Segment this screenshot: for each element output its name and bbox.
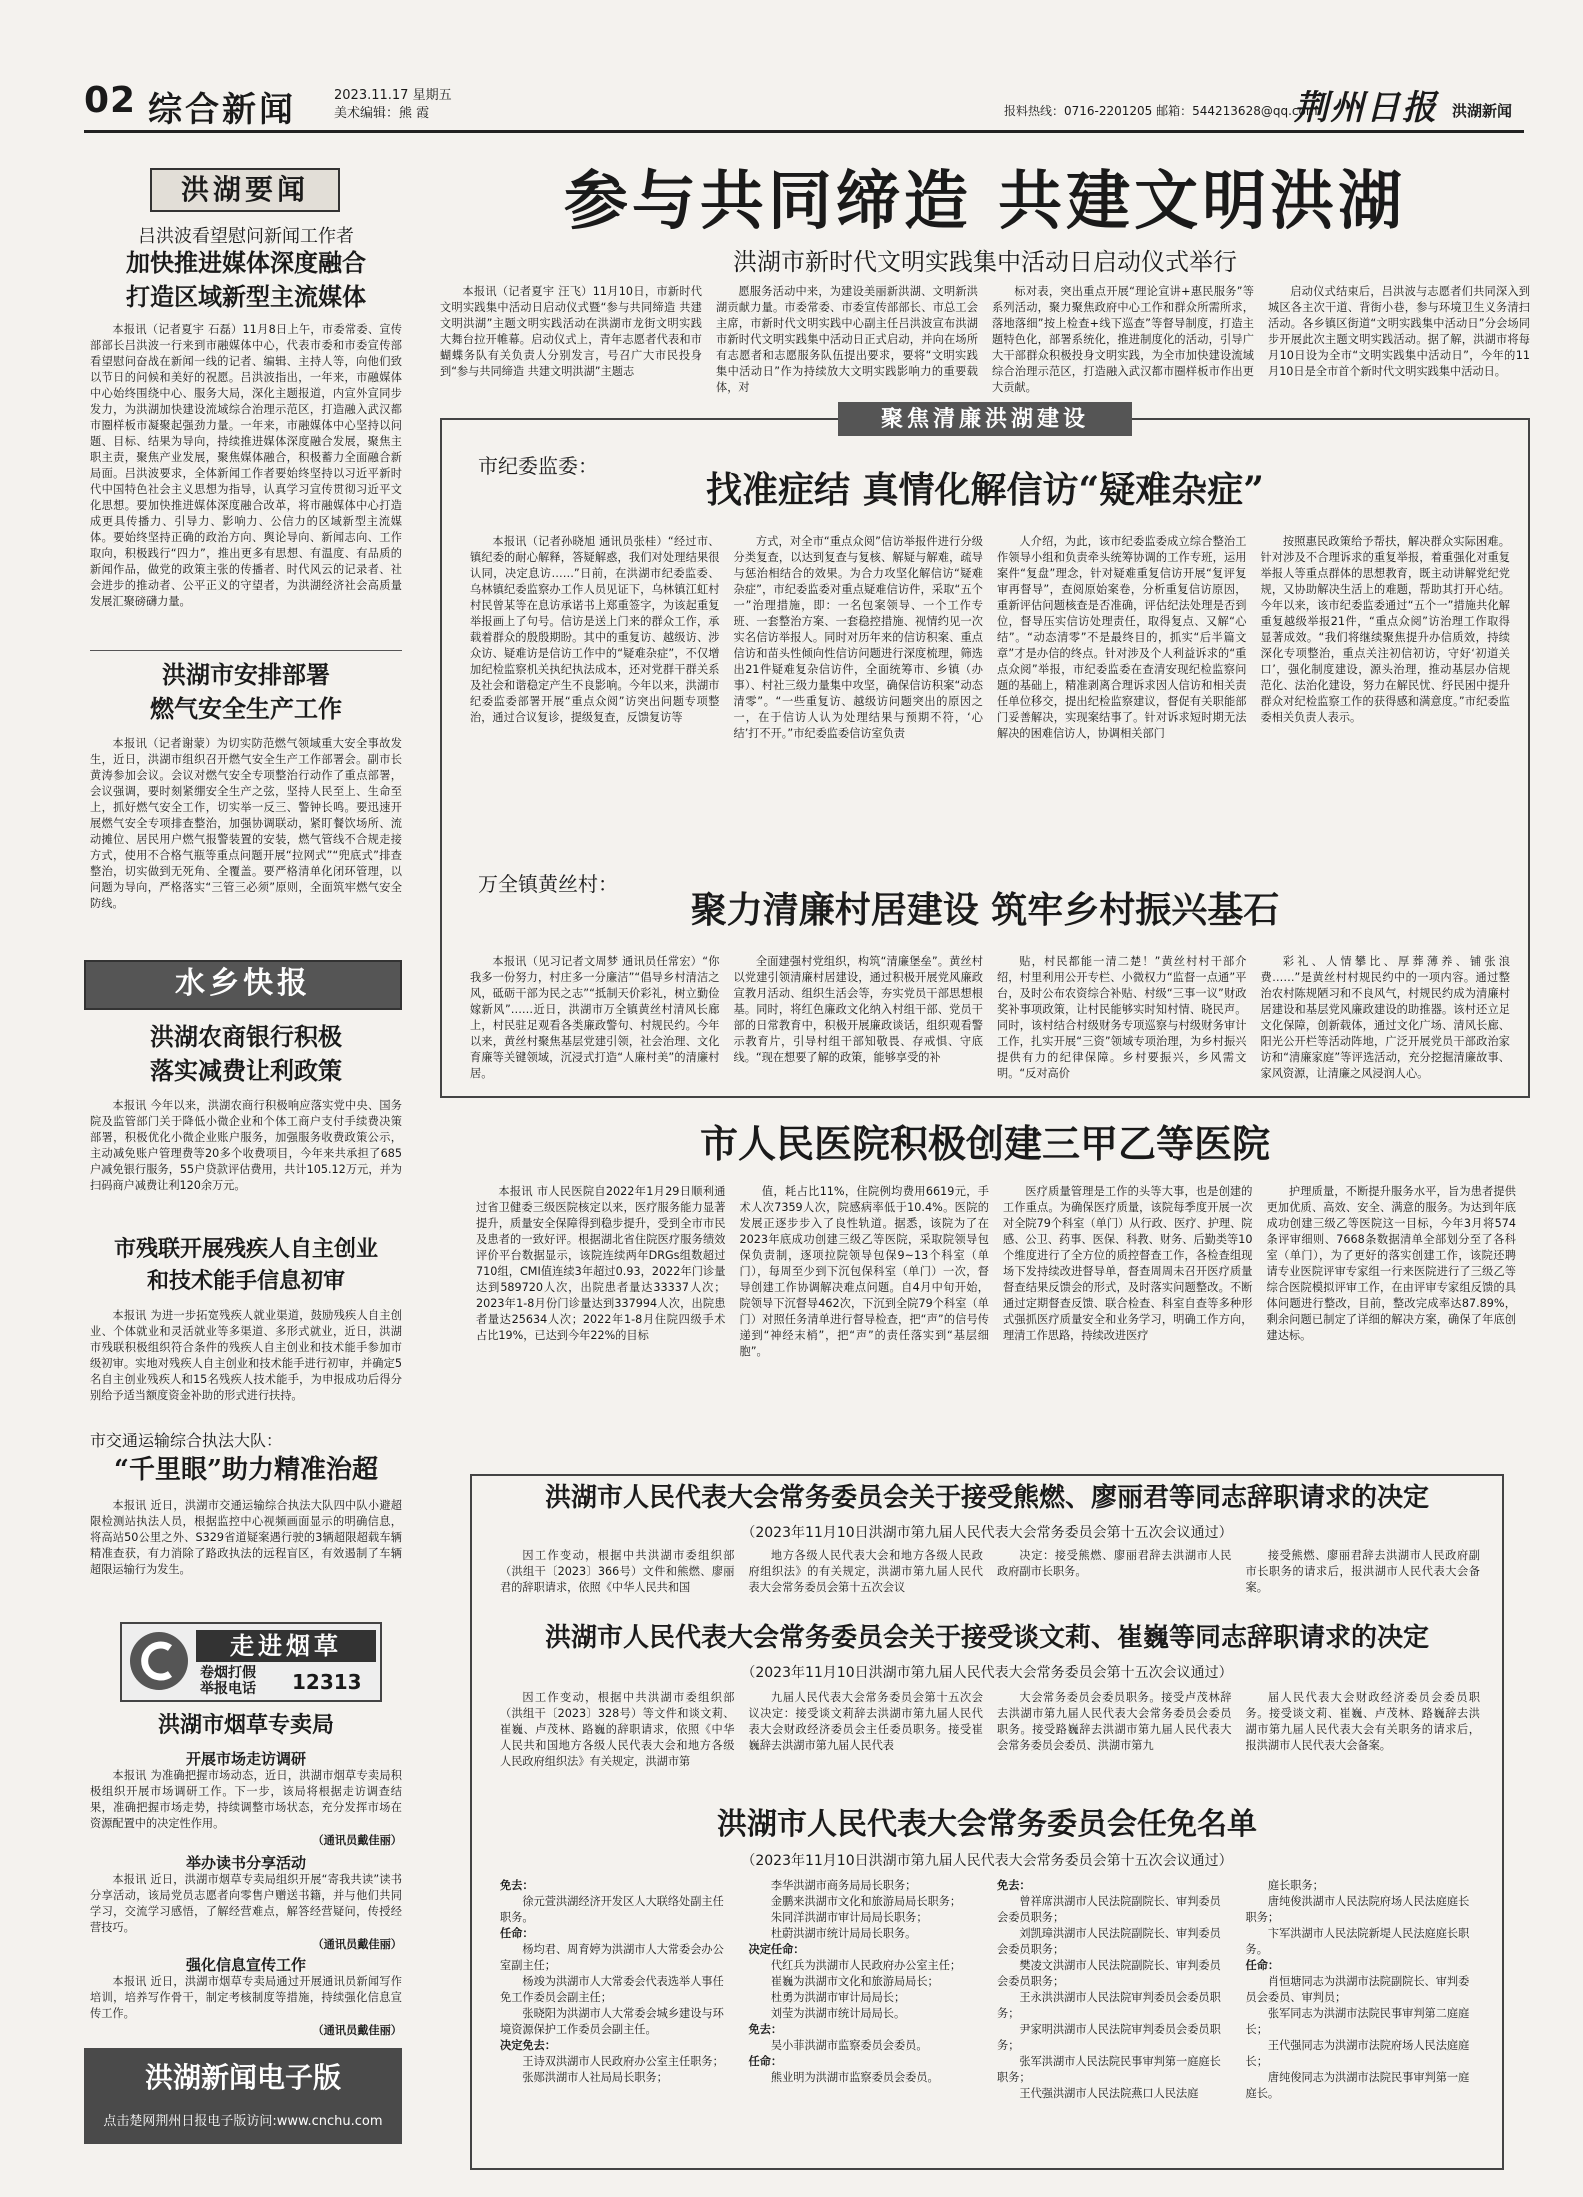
a4-body: 本报讯 为进一步拓宽残疾人就业渠道，鼓励残疾人自主创业、个体就业和灵活就业等多渠道、多形式就业，近日，洪湖市残联积极组织符合条件的残疾人自主创业和技术能手参加市级初审。实地对残疾人自主创业和技术能手进行初审，并确定5名自主创业残疾人和15名残疾人技术能手，为申报成功后得分别给予适当额度资金补助的形式进行扶持。 — [90, 1309, 402, 1402]
qinglian-s2-col-2: 全面建强村党组织，构筑“清廉堡垒”。黄丝村以党建引领清廉村居建设，通过积极开展党风廉政宣教月活动、组织生活会等，夯实党员干部思想根基。同时，将红色廉政文化纳入村组干部、党员干部的日常教育中，积极开展廉政谈话，组织观看警示教育片，引导村组干部知敬畏、存戒惧、守底线。“现在想要了解的政策，能够享受的补 — [733, 955, 983, 1064]
tobacco-hotline-label-2: 举报电话 — [200, 1681, 256, 1697]
appointment-line: 唐纯俊同志为洪湖市法院民事审判第一庭庭长。 — [1245, 2071, 1470, 2100]
appointment-line: 刘凯璋洪湖市人民法院副院长、审判委员会委员职务； — [997, 1927, 1221, 1956]
appointment-line: 尹家明洪湖市人民法院审判委员会委员职务； — [997, 2023, 1221, 2052]
tobacco-brand: 走进烟草 — [196, 1630, 376, 1662]
qinglian-s1-body — [470, 534, 1510, 840]
lead-subtitle: 洪湖市新时代文明实践集中活动日启动仪式举行 — [733, 248, 1237, 276]
tobacco-item-2-source: （通讯员戴佳丽） — [312, 1938, 402, 1951]
lead-col-1: 本报讯（记者夏宇 汪飞）11月10日，市新时代文明实践集中活动日启动仪式暨“参与共同缔造 共建文明洪湖”主题文明实践活动在洪湖市龙街文明实践大舞台拉开帷幕。启动仪式上，青年志愿者代表和市蝴蝶务队有关负责人分别发言，号召广大市民投身到“参与共同缔造 共建文明洪湖”主题志 — [440, 285, 702, 378]
epaper-link[interactable]: 点击楚网荆州日报电子版访问:www.cnchu.com — [103, 2114, 383, 2129]
r2-body — [500, 1690, 1480, 1786]
qinglian-s1-kicker: 市纪委监委： — [478, 454, 598, 478]
hospital-col-2: 值，耗占比11%，住院例均费用6619元，手术人次7359人次，院感病率低于10.4%。医院的发展正逐步步入了良性轨道。据悉，该院为了在2023年底成功创建三级乙等医院，采取院领导包保负责制，逐项拉院领导包保9~13个科室（单门），每周至少到下沉包保科室（单门）一次，督导创建工作协调解决难点问题。自4月中旬开始，院领导下沉督导462次，下沉到全院79个科室（单门）对照任务清单进行督导检查，把“声”的信号传递到“神经末梢”，把“声”的责任落实到“基层细胞”。 — [739, 1185, 989, 1358]
appointment-line: 王代强洪湖市人民法院燕口人民法庭 — [1019, 2087, 1199, 2100]
section-name: 综合新闻 — [148, 90, 296, 130]
a3-title-1: 洪湖农商银行积极 — [150, 1022, 342, 1051]
appointment-line: 徐元萱洪湖经济开发区人大联络处副主任职务。 — [500, 1895, 724, 1924]
newspaper-logo: 荆州日报 — [1294, 88, 1438, 128]
tobacco-item-1-source: （通讯员戴佳丽） — [312, 1834, 402, 1847]
divider — [90, 650, 402, 651]
r1-body — [500, 1548, 1480, 1612]
qinglian-s2-kicker: 万全镇黄丝村： — [478, 872, 618, 896]
a1-kicker: 吕洪波看望慰问新闻工作者 — [138, 226, 354, 247]
qinglian-s2-title: 聚力清廉村居建设 筑牢乡村振兴基石 — [690, 889, 1280, 931]
hospital-col-3: 医疗质量管理是工作的头等大事，也是创建的工作重点。为确保医疗质量，该院每季度开展一次对全院79个科室（单门）从行政、医疗、护理、院感、公卫、药事、医保、科教、财务、后勤类等10个维度进行了全方位的质控督查工作，各检查组现场下发持续改进督导单，督查周周未召开医疗质量督查结果反馈会的形式，及时落实问题整改。不断通过定期督查反馈、联合检查、科室自查等多种形式强抓医疗质量安全和业务学习，明确工作方向，理清工作思路，持续改进医疗 — [1003, 1185, 1253, 1342]
appointment-line: 朱同洋洪湖市审计局局长职务； — [770, 1911, 928, 1924]
r3-col-3 — [997, 1878, 1232, 2164]
a5-kicker: 市交通运输综合执法大队： — [90, 1431, 283, 1450]
a3-body: 本报讯 今年以来，洪湖农商行积极响应落实党中央、国务院及监管部门关于降低小微企业和个体工商户支付手续费决策部署，积极优化小微企业账户服务，加强服务收费政策公示，主动减免账户管理费等20多个收费项目，今年来共承担了685户减免银行服务，55户贷款评估费用，共计105.12万元，并为扫码商户减费让利120余万元。 — [90, 1099, 402, 1192]
appointment-line: 樊凌文洪湖市人民法院副院长、审判委员会委员职务； — [997, 1959, 1221, 1988]
a2-body: 本报讯（记者谢蒙）为切实防范燃气领域重大安全事故发生，近日，洪湖市组织召开燃气安全生产工作部署会。副市长黄涛参加会议。会议对燃气安全专项整治行动作了重点部署，会议强调，要时刻紧绷安全生产之弦，坚持人民至上、生命至上，抓好燃气安全工作，切实举一反三、警钟长鸣。要迅速开展燃气安全专项排查整治，加强协调联动，紧盯餐饮场所、流动摊位、居民用户燃气报警装置的安装，燃气管线不合规走接方式，使用不合格气瓶等重点问题开展“拉网式”“兜底式”排查整治，切实做到无死角、全覆盖。要严格清单化闭环管理，以问题为导向，严格落实“三管三必须”原则，全面筑牢燃气安全防线。 — [90, 737, 402, 910]
r1-col-3: 决定：接受熊燃、廖丽君辞去洪湖市人民政府副市长职务。 — [997, 1549, 1232, 1578]
appointment-line: 王诗双洪湖市人民政府办公室主任职务； — [522, 2055, 724, 2068]
hotline-email: 报料热线：0716-2201205 邮箱：544213628@qq.com — [1004, 104, 1318, 118]
appointment-line: 张晓阳为洪湖市人大常委会城乡建设与环境资源保护工作委员会副主任。 — [500, 2007, 724, 2036]
r2-date: （2023年11月10日洪湖市第九届人民代表大会常务委员会第十五次会议通过） — [741, 1665, 1233, 1681]
appointment-line: 熊业明为洪湖市监察委员会委员。 — [770, 2071, 939, 2084]
appointment-line: 崔巍为洪湖市文化和旅游局局长； — [770, 1975, 939, 1988]
qinglian-s1-col-4: 按照惠民政策给予帮扶，解决群众实际困难。针对涉及不合理诉求的重复举报，着重强化对重复举报人等重点群体的思想教育，既主动讲解党纪党规，又协助解决生活上的难题，帮助其打开心结。今年以来，该市纪委监委通过“五个一”措施共化解重复越级举报21件，“重点众阅”访治理工作取得显著成效。“我们将继续聚焦提升办信质效，持续深化专项整治，重点关注初信初访，守好‘初道关口’，强化制度建设，源头治理，推动基层办信规范化、法治化建设，努力在解民忧、纾民困中提升群众对纪检监察工作的获得感和满意度。”市纪委监委相关负责人表示。 — [1260, 535, 1510, 724]
appointment-line: 庭长职务； — [1267, 1879, 1324, 1892]
sx-section-header: 水乡快报 — [84, 960, 402, 1010]
r1-col-4: 接受熊燃、廖丽君辞去洪湖市人民政府副市长职务的请求后，报洪湖市人民代表大会备案。 — [1245, 1549, 1480, 1594]
r3-col-1 — [500, 1878, 735, 2164]
masthead-rule — [84, 130, 1524, 133]
tobacco-item-1-title: 开展市场走访调研 — [185, 1750, 306, 1768]
appointment-line: 任命： — [748, 2055, 783, 2068]
qinglian-s2-col-1: 本报讯（见习记者文周梦 通讯员任常宏）“你我多一份努力，村庄多一分廉洁”“倡导乡村清洁之风，砥砺干部为民之志”“抵制天价彩礼，树立勤俭嫁新风”……近日，洪湖市万全镇黄丝村清风长廊上，村民驻足观看各类廉政警句、村规民约。今年以来，黄丝村聚焦基层党建引领，社会治理、文化育廉等关键领域，沉浸式打造“人廉村美”的清廉村居。 — [470, 955, 720, 1080]
lead-col-4: 启动仪式结束后，吕洪波与志愿者们共同深入到城区各主次干道、背街小巷，参与环境卫生义务清扫活动。各乡镇区街道“文明实践集中活动日”分会场同步开展此次主题文明实践活动。据了解，洪湖市将每月10日设为全市“文明实践集中活动日”，今年的11月10日是全市首个新时代文明实践集中活动日。 — [1268, 285, 1530, 378]
r1-col-2: 地方各级人民代表大会和地方各级人民政府组织法》的有关规定，洪湖市第九届人民代表大会常务委员会第十五次会议 — [748, 1549, 983, 1594]
tobacco-item-2-body: 本报讯 近日，洪湖市烟草专卖局组织开展“寄我共读”读书分享活动，该局党员志愿者向零售户赠送书籍，并与他们共同学习，交流学习感悟，了解经营难点，解答经营疑问，传授经营技巧。 — [90, 1873, 402, 1934]
qinglian-s2-col-4: 彩礼、人情攀比、厚葬薄养、铺张浪费……”是黄丝村村规民约中的一项内容。通过整治农村陈规陋习和不良风气，村规民约成为清廉村居建设和基层党风廉政建设的助推器。该村还立足文化保障，创新载体，通过文化广场、清风长廊、阳光公开栏等活动阵地，广泛开展党员干部政治家访和“清廉家庭”等评选活动，充分挖掘清廉故事、家风资源，让清廉之风浸润人心。 — [1260, 955, 1510, 1080]
r2-col-1: 因工作变动，根据中共洪湖市委组织部（洪组干〔2023〕328号）等文件和谈文莉、崔巍、卢茂林、路巍的辞职请求，依照《中华人民共和国地方各级人民代表大会和地方各级人民政府组织法》有关规定，洪湖市第 — [500, 1691, 735, 1768]
epaper-banner[interactable] — [84, 2048, 402, 2144]
qinglian-s1-col-2: 方式，对全市“重点众阅”信访举报件进行分级分类复查，以达到复查与复核、解疑与解难，疏导与惩治相结合的效果。为合力攻坚化解信访“疑难杂症”，市纪委监委对重点疑难信访件，采取“五个一”治理措施，即：一名包案领导、一个工作专班、一套整治方案、一套稳控措施、视情约见一次实名信访举报人。同时对历年来的信访积案、重点信访和苗头性倾向性信访问题进行深度梳理，筛选出21件疑难复杂信访件，全面统筹市、乡镇（办事）、村社三级力量集中攻坚，确保信访积案“动态清零”。“一些重复访、越级访问题突出的原因之一，在于信访人认为处理结果与预期不符，‘心结’打不开。”市纪委监委信访室负责 — [733, 535, 983, 740]
appointment-line: 杨竣为洪湖市人大常委会代表选举人事任免工作委员会副主任； — [500, 1975, 724, 2004]
appointment-line: 免去： — [997, 1879, 1031, 1892]
r2-col-4: 届人民代表大会财政经济委员会委员职务。接受谈文莉、崔巍、卢茂林、路巍辞去洪湖市第九届人民代表大会有关职务的请求后，报洪湖市人民代表大会备案。 — [1245, 1691, 1480, 1752]
r1-col-1: 因工作变动，根据中共洪湖市委组织部（洪组干〔2023〕366号）文件和熊燃、廖丽君的辞职请求，依照《中华人民共和国 — [500, 1549, 735, 1594]
lead-title: 参与共同缔造 共建文明洪湖 — [563, 164, 1407, 239]
appointment-line: 唐纯俊洪湖市人民法院府场人民法庭庭长职务； — [1245, 1895, 1470, 1924]
a3-title-2: 落实减费让利政策 — [150, 1056, 342, 1085]
tobacco-banner — [120, 1622, 382, 1702]
appointment-line: 杜蔚洪湖市统计局局长职务。 — [770, 1927, 917, 1940]
r1-date: （2023年11月10日洪湖市第九届人民代表大会常务委员会第十五次会议通过） — [741, 1525, 1233, 1541]
r3-title: 洪湖市人民代表大会常务委员会任免名单 — [717, 1807, 1257, 1842]
qinglian-s2-body — [470, 954, 1510, 1086]
editor-credit: 美术编辑：熊 霞 — [334, 106, 430, 121]
r3-col-4 — [1246, 1878, 1481, 2164]
a4-title-2: 和技术能手信息初审 — [146, 1268, 345, 1294]
qinglian-s1-col-3: 人介绍，为此，该市纪委监委成立综合整治工作领导小组和负责牵头统筹协调的工作专班，运用案件“复盘”理念，针对疑难重复信访开展“复评复审再督导”，查阅原始案卷，分析重复信访原因，重新评估问题核查是否准确，评估纪法处理是否到位，督导压实信访处理责任，取得复点、又解“心结”。“动态清零”不是最终目的，抓实“后半篇文章”才是办信的终点。针对涉及个人利益诉求的“重点众阅”举报，市纪委监委在查清安现纪检监察问题的基础上，精准剥离合理诉求因人信访和相关责任单位移交，提出纪检监察建议，督促有关职能部门妥善解决，实现案结事了。针对诉求短时期无法解决的困难信访人，协调相关部门 — [997, 535, 1247, 740]
r3-col-2 — [749, 1878, 984, 2164]
appointment-line: 吴小菲洪湖市监察委员会委员。 — [770, 2039, 928, 2052]
appointment-line: 免去： — [748, 2023, 783, 2036]
appointment-line: 肖恒塘同志为洪湖市法院副院长、审判委员会委员、审判员； — [1245, 1975, 1470, 2004]
issue-date: 2023.11.17 星期五 — [334, 88, 452, 103]
a2-title-1: 洪湖市安排部署 — [162, 660, 330, 689]
tobacco-item-3-source: （通讯员戴佳丽） — [312, 2024, 402, 2037]
appointment-line: 任命： — [500, 1927, 534, 1940]
appointment-line: 任命： — [1245, 1959, 1280, 1972]
hospital-col-4: 护理质量，不断提升服务水平，旨为患者提供更加优质、高效、安全、满意的服务。为达到年底成功创建三级乙等医院这一目标，今年3月将574条评审细则、7668条数据清单全部划分至了各科室（单门），为了更好的落实创建工作，该院还聘请专业医院评审专家组一行来医院进行了三级乙等综合医院模拟评审工作，在由评审专家组反馈的具体问题进行整改，目前，整改完成率达87.89%，剩余问题已制定了详细的解决方案，确保了年底创建达标。 — [1266, 1185, 1516, 1342]
appointment-line: 免去： — [500, 1879, 534, 1892]
masthead — [84, 80, 1524, 130]
a1-title-2: 打造区域新型主流媒体 — [126, 282, 366, 311]
appointment-line: 王永洪洪湖市人民法院审判委员会委员职务； — [997, 1991, 1221, 2020]
appointment-line: 李华洪湖市商务局局长职务； — [770, 1879, 917, 1892]
tobacco-item-2-title: 举办读书分享活动 — [185, 1854, 306, 1872]
lead-body — [440, 284, 1530, 394]
lead-col-2: 愿服务活动中来，为建设美丽新洪湖、文明新洪湖贡献力量。市委常委、市委宣传部部长、市总工会主席，市新时代文明实践中心副主任吕洪波宣布洪湖市新时代文明实践集中活动日正式启动，并向在场所有志愿者和志愿服务队伍提出要求，要将“文明实践集中活动日”作为持续放大文明实践影响力的重要载体，对 — [716, 285, 978, 394]
tobacco-logo-icon — [130, 1632, 188, 1690]
a1-body: 本报讯（记者夏宇 石磊）11月8日上午，市委常委、宣传部部长吕洪波一行来到市融媒体中心，代表市委和市委宣传部看望慰问奋战在新闻一线的记者、编辑、主持人等，向他们致以节日的问候和美好的祝愿。吕洪波指出，一年来，市融媒体中心始终围绕中心、服务大局，深化主题报道，内宣外宣同步发力，为洪湖加快建设流域综合治理示范区，打造融入武汉都市圈样板市凝聚起强劲力量。一年来，市融媒体中心坚持以问题、目标、结果为导向，持续推进媒体深度融合发展，聚焦主职主责，聚焦产业发展，聚焦媒体融合，积极蓄力全面融合新局面。吕洪波要求，全体新闻工作者要始终坚持以习近平新时代中国特色社会主义思想为指导，认真学习宣传贯彻习近平文化思想。要加快推进媒体深度融合改革，将市融媒体中心打造成更具传播力、引导力、影响力、公信力的区域新型主流媒体。要始终坚持正确的政治方向、舆论导向、新闻志向、工作取向，积极践行“四力”，推出更多有思想、有温度、有品质的新闻作品，做党的政策主张的传播者、时代风云的记录者、社会进步的推动者、公平正义的守望者，为洪湖经济社会高质量发展汇聚磅礴力量。 — [90, 323, 402, 608]
tobacco-item-3-body: 本报讯 近日，洪湖市烟草专卖局通过开展通讯员新闻写作培训，培养写作骨干，制定考核制度等措施，持续强化信息宣传工作。 — [90, 1975, 402, 2020]
appointment-line: 刘莹为洪湖市统计局局长。 — [770, 2007, 906, 2020]
appointment-line: 曾祥席洪湖市人民法院副院长、审判委员会委员职务； — [997, 1895, 1221, 1924]
r1-title: 洪湖市人民代表大会常务委员会关于接受熊燃、廖丽君等同志辞职请求的决定 — [544, 1483, 1429, 1513]
a1-title-1: 加快推进媒体深度融合 — [126, 248, 366, 277]
page-number: 02 — [84, 80, 137, 121]
r3-date: （2023年11月10日洪湖市第九届人民代表大会常务委员会第十五次会议通过） — [741, 1853, 1233, 1869]
hospital-col-1: 本报讯 市人民医院自2022年1月29日顺利通过省卫健委三级医院核定以来，医疗服务能力显著提升，质量安全保障得到稳步提升，受到全市市民及患者的一致好评。根据湖北省住院医疗服务绩效评价平台数据显示，该院连续两年DRGs组数超过710组，CMI值连续3年超过0.93，2022年门诊量达到589720人次，出院患者量达33337人次；2023年1-8月份门诊量达到337994人次，出院患者量达25634人次；2022年1-8月住院四级手术占比19%，已达到今年22%的目标 — [476, 1185, 726, 1342]
r3-list — [500, 1878, 1480, 2164]
epaper-title: 洪湖新闻电子版 — [144, 2061, 341, 2094]
r2-col-3: 大会常务委员会委员职务。接受卢茂林辞去洪湖市第九届人民代表大会常务委员会委员职务。接受路巍辞去洪湖市第九届人民代表大会常务委员会委员、洪湖市第九 — [997, 1691, 1232, 1752]
tobacco-hotline-number: 12313 — [292, 1670, 362, 1694]
r2-col-2: 九届人民代表大会常务委员会第十五次会议决定：接受谈文莉辞去洪湖市第九届人民代表大会财政经济委员会主任委员职务。接受崔巍辞去洪湖市第九届人民代表 — [748, 1691, 983, 1752]
r2-title: 洪湖市人民代表大会常务委员会关于接受谈文莉、崔巍等同志辞职请求的决定 — [544, 1623, 1429, 1653]
lead-col-3: 标对表，突出重点开展“理论宣讲+惠民服务”等系列活动，聚力聚焦政府中心工作和群众所需所求，落地落细”按上检查+线下巡查”等督导制度，打造主题特色化，部署系统化，推进制度化的活动，引导广大干部群众积极投身文明实践，为全市加快建设流域综合治理示范区，打造融入武汉都市圈样板市作出更大贡献。 — [992, 285, 1254, 394]
appointment-line: 王代强同志为洪湖市法院府场人民法庭庭长； — [1245, 2039, 1470, 2068]
appointment-line: 决定任命： — [748, 1943, 805, 1956]
qinglian-s2-col-3: 贴，村民都能一清二楚！”黄丝村村干部介绍，村里利用公开专栏、小微权力“监督一点通”平台，及时公布农资综合补贴、村级“三事一议”财政奖补事项政策，让村民能够实时知村情、晓民声。同时，该村结合村级财务专项巡察与村级财务审计工作，扎实开展“三资”领域专项治理，为乡村振兴提供有力的纪律保障。乡村要振兴，乡风需文明。“反对高价 — [997, 955, 1247, 1080]
tobacco-item-3-title: 强化信息宣传工作 — [185, 1956, 306, 1974]
appointment-line: 决定免去： — [500, 2039, 556, 2052]
appointment-line: 杜勇为洪湖市审计局局长； — [770, 1991, 906, 2004]
qinglian-bar: 聚焦清廉洪湖建设 — [838, 402, 1132, 436]
a5-title: “千里眼”助力精准治超 — [114, 1455, 378, 1485]
appointment-line: 代红兵为洪湖市人民政府办公室主任； — [770, 1959, 962, 1972]
a2-title-2: 燃气安全生产工作 — [150, 694, 342, 723]
hospital-body — [476, 1184, 1516, 1360]
qinglian-s1-title: 找准症结 真情化解信访“疑难杂症” — [706, 469, 1264, 511]
appointment-line: 张军洪湖市人民法院民事审判第一庭庭长职务； — [997, 2055, 1221, 2084]
hospital-title: 市人民医院积极创建三甲乙等医院 — [699, 1121, 1270, 1166]
appointment-line: 张军同志为洪湖市法院民事审判第二庭庭长； — [1245, 2007, 1470, 2036]
logo-subtitle: 洪湖新闻 — [1452, 102, 1513, 120]
a4-title-1: 市残联开展残疾人自主创业 — [113, 1236, 378, 1262]
hh-section-header: 洪湖要闻 — [150, 168, 340, 212]
appointment-line: 张郧洪湖市人社局局长职务； — [522, 2071, 668, 2084]
a5-body: 本报讯 近日，洪湖市交通运输综合执法大队四中队小避超限检测站执法人员，根据监控中心视频画面显示的明确信息，将高站50公里之外、S329省道疑案遇行驶的3辆超限超载车辆精准查获，有力消除了路政执法的远程盲区，有效遏制了车辆超限运输行为发生。 — [90, 1499, 402, 1576]
tobacco-item-1-body: 本报讯 为准确把握市场动态，近日，洪湖市烟草专卖局积极组织开展市场调研工作。下一步，该局将根据走访调查结果，准确把握市场走势，持续调整市场状态，充分发挥市场在资源配置中的决定性作用。 — [90, 1769, 402, 1830]
tobacco-org: 洪湖市烟草专卖局 — [157, 1712, 334, 1738]
appointment-line: 杨均君、周育婷为洪湖市人大常委会办公室副主任； — [500, 1943, 724, 1972]
tobacco-hotline-label-1: 卷烟打假 — [200, 1665, 256, 1681]
appointment-line: 金鹏来洪湖市文化和旅游局局长职务； — [770, 1895, 962, 1908]
qinglian-s1-col-1: 本报讯（记者孙晓旭 通讯员张桂）“经过市、镇纪委的耐心解释，答疑解惑，我们对处理结果很认同，决定息访……”日前，在洪湖市纪委监委、乌林镇纪委监察办工作人员见证下，乌林镇江虹村村民曾某等在息访承诺书上郑重签字，为该起重复举报画上了句号。信访是送上门来的群众工作，承载着群众的殷殷期盼。其中的重复访、越级访、涉众访、疑难访是信访工作中的“疑难杂症”，不仅增加纪检监察机关执纪执法成本，还对党群干群关系及社会和谐稳定产生不良影响。今年以来，洪湖市纪委监委部署开展“重点众阅”访突出问题专项整治，通过合议复诊，提级复查，反馈复访等 — [470, 535, 720, 724]
appointment-line: 卞军洪湖市人民法院新堤人民法庭庭长职务。 — [1245, 1927, 1470, 1956]
